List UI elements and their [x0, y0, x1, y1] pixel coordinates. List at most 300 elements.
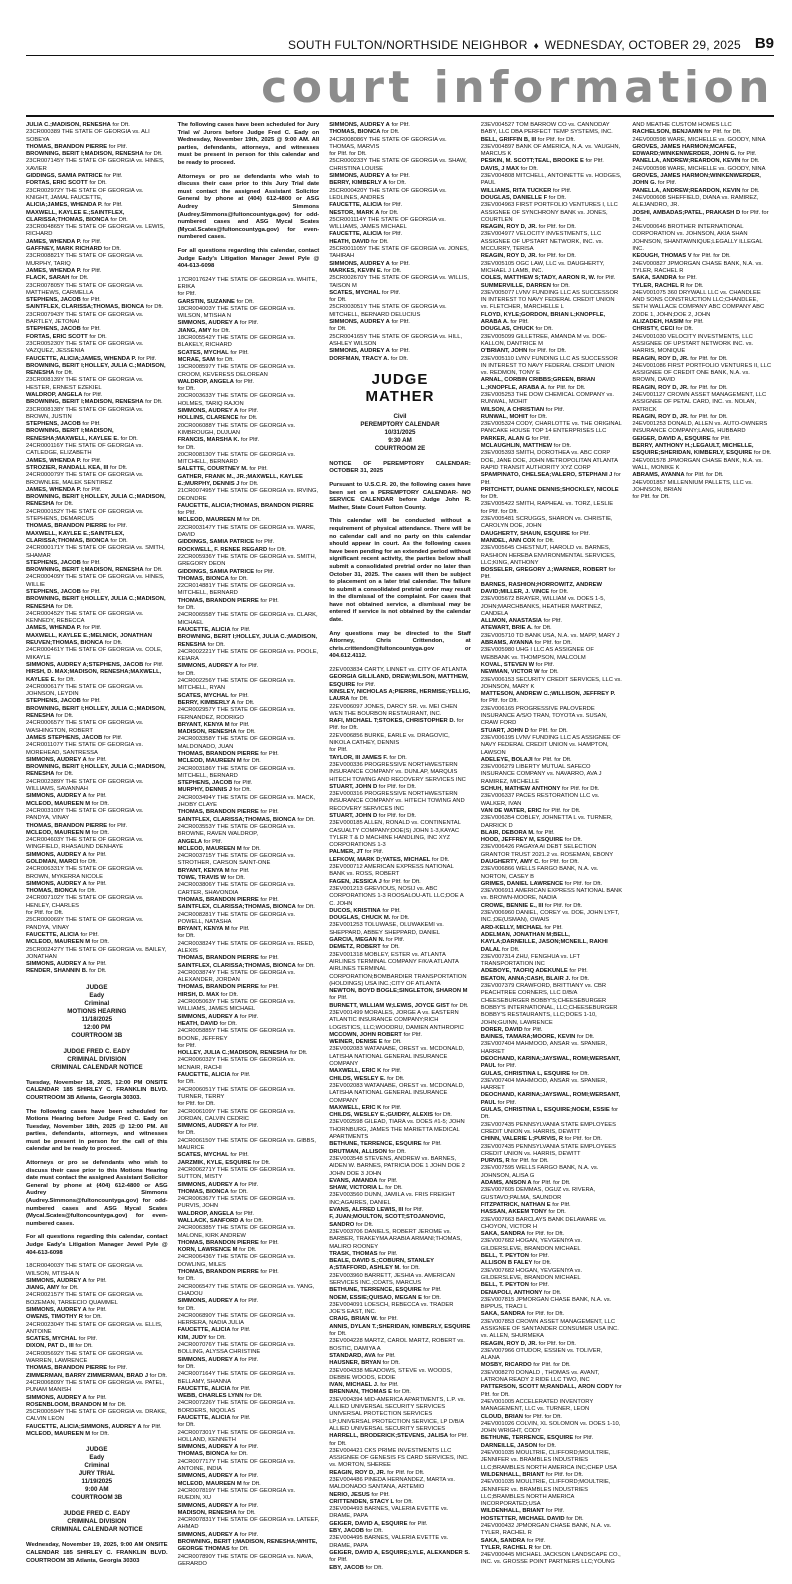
case-text: for Pltf. [177, 510, 196, 517]
case-text: for Dft. [108, 216, 128, 223]
case-text: 23CR004865Y THE STATE OF GEORGIA vs. LEWIS, RICHARD [26, 224, 165, 238]
case-entry [178, 1473, 320, 1480]
case-text: for Dft. [205, 641, 225, 648]
case-text: for Pltf. [407, 1520, 428, 1527]
case-entry [26, 151, 168, 158]
case-text: for Pltf. [496, 1099, 517, 1106]
notice-paragraph: The following cases have been scheduled for Motions Hearing before Judge Fred C. Eady on Tuesday, November 18th, 2025 @ 12:00 PM. All parties, defendants, attorneys, and witnesses must be present in person for the call of this calendar and be ready to proceed. [26, 1108, 168, 1153]
case-text: for Pltf. [258, 984, 279, 991]
case-entry [481, 1260, 623, 1267]
notice-paragraph: Any questions may be directed to the Staff Attorney, Chris Crittendon, at chris.crittendon@fultoncountyga.gov or 404.612.4112. [329, 630, 471, 660]
party-names: ADELEYE, BOLAJI [480, 756, 533, 763]
case-text: 24CR005063Y THE STATE OF GEORGIA vs. WILLIAMS, JAMES MICHAEL [177, 999, 296, 1013]
case-entry [481, 1341, 623, 1348]
party-names: THOMAS, BRANDON PIERRE [177, 597, 259, 604]
case-entry [26, 837, 168, 852]
party-names: DOUGLAS, CHUCK M. [329, 915, 391, 922]
party-names: MCLEOD, MAUREEN M [177, 758, 242, 765]
case-text: for Pltf. [258, 809, 279, 816]
case-text: for Pltf. for Dft. [480, 508, 519, 515]
case-text: for Pltf. [389, 319, 410, 326]
case-entry [178, 1218, 320, 1225]
party-names: BROWNING, BERIT I;HOLLEY, JULIA C.;MADISON, RENESHA [26, 596, 166, 610]
party-names: STROZIER, RANDALL KEA, III [26, 464, 109, 471]
case-text: for Dft. [295, 816, 315, 823]
case-entry [26, 633, 168, 648]
case-text: for Pltf. for Dft. [509, 1158, 549, 1165]
party-names: FAUCETTE, ALICIA [329, 202, 383, 209]
party-names: THOMAS, BRANDON PIERRE [177, 955, 259, 962]
case-text: 24CR005692Y THE STATE OF GEORGIA vs. WARREN, LAWRENCE [26, 1350, 144, 1365]
case-entry [178, 320, 320, 327]
case-text: 20CR006088Y THE STATE OF GEORGIA vs. KIMBROUGH, DUJUAN [177, 422, 296, 436]
case-entry [481, 677, 623, 692]
party-names: WILDENHALL, BRIANT [480, 1471, 545, 1478]
case-text: for Dft. [54, 603, 74, 610]
case-entry [632, 421, 774, 436]
case-text: 25CR000420Y THE STATE OF GEORGIA vs. LEDLINES, ANDRES [329, 187, 447, 201]
party-names: ZIMMERMAN, BARRY ZIMMERMAN, BRAD J [26, 1372, 149, 1379]
party-names: PRITCHETT, DUANE DENNIS;SHOCKLEY, NICOLE [480, 486, 619, 493]
case-entry [632, 356, 774, 363]
case-text: 23EV007435 PENNSYLVANIA STATE EMPLOYEES CREDIT UNION vs. HARRIS, DEWITT [480, 1143, 616, 1157]
case-entry [481, 348, 623, 355]
party-names: CRITTENDEN, STACY L [329, 1498, 395, 1505]
case-entry [481, 1078, 623, 1093]
party-names: KINSLEY, NICHOLAS A;PIERRE, HERMISE;YELLIG, LAURA [329, 688, 471, 703]
calendar-heading [329, 413, 471, 453]
case-text: for Dft. [740, 158, 760, 165]
case-text: 24CR000461Y THE STATE OF GEORGIA vs. COLE, MIKAYLE [26, 647, 163, 661]
case-text: for Dft. [329, 1331, 347, 1338]
party-names: REAGIN, ROY D, JR. [480, 224, 538, 231]
page-number: B9 [754, 35, 774, 52]
case-entry [481, 1421, 623, 1436]
case-text: for Dft. [143, 399, 163, 406]
party-names: GATHER, FRANK M., JR.;MAXWELL, KAYLEE E.;MURPHY, DENNIS J [177, 473, 303, 487]
case-text: 23EV007595 WELLS FARGO BANK, N.A. vs. JOHNSON, ALISA G [480, 1165, 599, 1179]
case-entry [178, 379, 320, 386]
party-names: CLOUD, BRIAN [480, 1413, 523, 1420]
party-names: THOMAS, BRANDON PIERRE [177, 1269, 259, 1276]
case-text: 25CR000069Y THE STATE OF GEORGIA vs. PANDYA, VINAY [26, 917, 144, 931]
case-entry [178, 736, 320, 751]
party-names: EBY, JACOB [329, 1528, 364, 1535]
case-text: 18CR004003Y THE STATE OF GEORGIA vs. WILSON, MTISHA N [177, 305, 296, 320]
party-names: CHRISTY, CECI [632, 326, 675, 333]
case-entry [329, 1338, 471, 1353]
party-names: MAXWELL, ERIC K [329, 1104, 382, 1111]
case-entry [329, 180, 471, 187]
party-names: STUART, JOHN D [329, 783, 378, 790]
case-entry [26, 1336, 168, 1343]
case-text: for Pltf. for Dft. [702, 129, 742, 136]
party-names: WALDROP, ANGELA [177, 378, 234, 385]
case-text: for Dft. [383, 1185, 403, 1192]
party-names: MAXWELL, KAYLEE E.;MELNICK, JONATHAN REUVEN;THOMAS, BIONCA [26, 632, 152, 647]
party-names: DORFMAN, TRACY A. [329, 355, 390, 362]
calendar-heading-line: 9:30 AM [388, 436, 412, 444]
party-names: JOSHI, AMBADAS;PATEL, PRAKASH D [632, 209, 741, 216]
case-entry [632, 261, 774, 276]
case-entry [26, 443, 168, 458]
party-names: CROWE, BENNIE E., III [480, 902, 544, 909]
case-text: 24EV001035 MOULTRIE, CLIFFORD;MOULTRIE, JENNIFER vs. BRAMBLES INDUSTRIES LLC;BRAMBLES NORTH AMERICA INC;CHEP USA [480, 1450, 617, 1471]
calendar-heading-line: COURTROOM 3B [71, 1031, 123, 1039]
case-entry [481, 1238, 623, 1253]
case-text: for Pltf. for Dft. [688, 413, 728, 420]
case-text: for Pltf. [378, 1382, 399, 1389]
case-entry [329, 1368, 471, 1383]
case-entry [329, 1535, 471, 1550]
case-text: 24CR006385Y THE STATE OF GEORGIA vs. MALONE, KIRK ANDREW [177, 1225, 296, 1239]
case-entry [329, 704, 471, 719]
case-entry [178, 554, 320, 569]
case-entry [178, 912, 320, 927]
case-text: 23EV008270 DONALD , THOMAS vs. AVANT, LATRONA READY 2 RIDE LLC TWO, INC [480, 1369, 600, 1384]
case-entry [329, 1119, 471, 1141]
case-text: 24CR003715Y THE STATE OF GEORGIA vs. STROTHER, CARSON SAINT-ONE [177, 853, 296, 867]
case-text: 23EV006153 SECURITY CREDIT SERVICES, LLC vs. JOHNSON, MARY K [480, 676, 622, 690]
case-text: for Pltf. [238, 320, 259, 327]
case-text: 24CR000452Y THE STATE OF GEORGIA vs. KENNEDY, REBECCA [26, 610, 144, 625]
case-entry [329, 297, 471, 304]
case-entry [329, 1565, 471, 1572]
case-entry [26, 239, 168, 246]
case-text: for Pltf. [238, 408, 259, 415]
party-names: SIMMONS, AUDREY A [26, 793, 87, 800]
case-text: 23EV004897 BANK OF AMERICA, N.A. vs. VAUGHN, MARCUS K [480, 143, 621, 158]
case-text: for Pltf. [382, 231, 403, 238]
case-entry [329, 151, 471, 158]
case-entry [481, 1268, 623, 1283]
case-text: 24CR008281Y THE STATE OF GEORGIA vs. POWELL, NATASHA [177, 911, 296, 925]
case-text: for Pltf. for Dft. [532, 640, 572, 647]
case-text: 24EV000598 WARE, MICHELLE vs. GOODY, NINA [632, 136, 766, 143]
case-entry [178, 780, 320, 787]
case-entry [178, 868, 320, 875]
party-names: THOMAS, BRANDON PIERRE [26, 523, 108, 530]
case-text: for Pltf. [389, 348, 410, 355]
case-entry [26, 304, 168, 311]
case-entry [481, 633, 623, 640]
party-names: FITZPATRICK, NATHAN E [480, 1201, 551, 1208]
case-text: for Pltf. [544, 406, 565, 413]
case-entry [26, 1402, 168, 1409]
party-names: SIMMONS, AUDREY A [329, 348, 390, 355]
case-entry [329, 137, 471, 152]
case-text: for Dft. [528, 413, 548, 420]
case-text: for Pltf. [230, 1072, 251, 1079]
party-names: SAINTFLEX, CLARISSA;THOMAS, BIONCA [177, 816, 296, 823]
party-names: SAKA, SANDRA [480, 1311, 526, 1318]
case-entry [178, 1357, 320, 1364]
case-entry [26, 859, 168, 866]
case-text: for Dft. [532, 1544, 552, 1551]
case-text: for Pltf. [238, 1531, 259, 1538]
case-entry [178, 306, 320, 321]
case-text: 24CR007717Y THE STATE OF GEORGIA vs. ANTOINE, INDIA [177, 1458, 296, 1473]
case-text: 24CR003553Y THE STATE OF GEORGIA vs. BROWNE, RAVEN WALDROP, [177, 823, 296, 838]
case-entry [178, 1072, 320, 1079]
case-entry [329, 122, 471, 129]
party-names: MAXWELL, KAYLEE E.;SAINTFLEX, CLARISSA;THOMAS, BIONCA [26, 530, 125, 544]
case-entry [26, 1380, 168, 1395]
case-text: 23EV007404 MAHMOOD, ANSAR vs. SPANIER, HARRET [480, 1041, 607, 1055]
case-text: for Dft. [243, 1393, 263, 1400]
party-names: SIMMONS, AUDREY A [177, 1502, 239, 1509]
party-names: SIMMONS, AUDREY A [177, 663, 239, 670]
case-text: for Pltf. [534, 829, 555, 836]
case-entry [26, 720, 168, 735]
case-entry [481, 1435, 623, 1442]
case-text: for Pltf. for Dft. [632, 209, 769, 223]
case-entry [178, 1130, 320, 1137]
case-text: 25CR002670Y THE STATE OF GEORGIA vs. WILLIS, TAISON M [329, 275, 469, 289]
calendar-heading [26, 1048, 168, 1072]
case-text: 23CR008138Y THE STATE OF GEORGIA vs. BROWN, JUSTIN [26, 406, 144, 420]
case-entry [178, 466, 320, 473]
case-text: for Pltf. for Dft. [688, 355, 728, 362]
case-entry [481, 954, 623, 969]
case-text: for Dft. [500, 946, 520, 953]
calendar-heading-line: CRIMINAL DIVISION [67, 1055, 127, 1063]
case-text: for Dft. [386, 1148, 406, 1155]
case-entry [178, 335, 320, 350]
case-entry [26, 698, 168, 705]
party-names: BELL, GRIFFIN B, III [480, 136, 537, 143]
case-text: 25CR004165Y THE STATE OF GEORGIA vs. HILL, ASHLEY WILSON [329, 333, 463, 347]
case-text: 24CR000657Y THE STATE OF GEORGIA vs. WASHINGTON, ROBERT [26, 720, 144, 734]
case-text: for Pltf. [377, 1316, 398, 1323]
party-names: TYLER, RACHEL R [632, 282, 685, 289]
case-text: for Dft. [570, 975, 590, 982]
party-names: THOMAS, BRANDON PIERRE [26, 143, 108, 150]
case-text: for Pltf. for Dft. [329, 718, 464, 732]
case-text: 23EV004493 BARNES, VALERIA EVETTE vs. DRAME, PAPA [329, 1506, 449, 1520]
case-text: for Pltf. [229, 721, 250, 728]
case-text: 24CR007890Y THE STATE OF GEORGIA vs. NAVA, GERARDO [177, 1553, 314, 1567]
case-entry [178, 839, 320, 846]
case-text: for Pltf. [380, 907, 401, 914]
party-names: STEPHENS, JACOB [26, 589, 81, 595]
case-text: 22EV006097 JONES, DARCY SR. vs. MEI CHEN WEN THE BOURBON RESTAURANT, INC. [329, 703, 458, 717]
case-text: for Pltf. [238, 1444, 259, 1451]
case-text: for Dft. [295, 904, 315, 911]
case-text: 23EV006354 COBLEY, JOHNETTA L vs. TURNER, DARRICK D [480, 815, 613, 829]
case-text: 23EV007314 ZHU, FENGHUA vs. LFT TRANSPORTATION INC [480, 953, 580, 968]
case-text: 24CR006558Y THE STATE OF GEORGIA vs. CLARK, MICHAEL [177, 612, 318, 626]
case-entry [632, 275, 774, 282]
party-names: FLACK, SARAH [26, 275, 70, 282]
case-text: for Pltf. [329, 747, 348, 754]
case-entry [26, 706, 168, 721]
party-names: SIMMONS, AUDREY A [329, 260, 390, 267]
case-text: 23EV004808 MITCHELL, ANTOINETTE vs. HODGES, PAUL [480, 173, 622, 187]
party-names: SIMMONS, AUDREY A [329, 173, 390, 180]
case-entry [481, 815, 623, 830]
case-text: 23CR007145Y THE STATE OF GEORGIA vs. HINES, XAVIER [26, 158, 165, 172]
case-entry [481, 786, 623, 793]
masthead [26, 30, 774, 56]
case-entry [329, 1477, 471, 1492]
case-entry [26, 852, 168, 859]
case-entry [178, 445, 320, 452]
calendar-heading-line: Eady [89, 991, 105, 999]
party-names: SIMMONS, AUDREY A [26, 961, 87, 968]
party-names: GIDDINGS, SAMIA PATRICE [177, 568, 255, 575]
case-text: for Dft. [229, 1546, 249, 1553]
party-names: BAINES, TAMARA;MOORE, KEVIN [480, 1034, 576, 1041]
case-entry [329, 689, 471, 704]
party-names: NEWMAN, VICTOR W [480, 669, 540, 676]
party-names: KEOUGH, THOMAS V [632, 253, 692, 260]
notice-paragraph: Tuesday, November 18, 2025, 12:00 PM ONSITE CALENDAR 185 SHIRLEY C. FRANKLIN BLVD. COURTROOM 3B Atlanta, Georgia 30303. [26, 1079, 168, 1101]
case-entry [178, 795, 320, 810]
case-entry [178, 1079, 320, 1086]
party-names: SAINTFLEX, CLARISSA;THOMAS, BIONCA [26, 304, 145, 311]
case-entry [329, 915, 471, 922]
calendar-heading-line: JUDGE [371, 370, 429, 388]
case-entry [481, 866, 623, 881]
case-entry [26, 1431, 168, 1438]
case-entry [26, 1307, 168, 1314]
case-entry [329, 1178, 471, 1185]
party-names: GULAS, CHRISTINA L, ESQUIRE;NOEM, ESSIE [480, 1107, 610, 1114]
case-text: for Pltf. for Dft. [385, 1469, 425, 1476]
case-entry [178, 474, 320, 489]
case-text: for Dft. [177, 1276, 195, 1283]
case-entry [178, 291, 320, 298]
case-entry [632, 173, 774, 188]
case-text: for Pltf. [107, 523, 128, 530]
case-entry [329, 210, 471, 217]
case-text: 22EV006856 BURKE, EARLE vs. DRAGOVIC, NIKOLA CATHEY, DENNIS [329, 732, 450, 747]
party-names: ABRAMS, AYANNA [480, 640, 533, 647]
case-entry [26, 881, 168, 888]
party-names: FAUCETTE, ALICIA;JAMES, WHENDA P. [26, 355, 137, 362]
case-entry [329, 290, 471, 297]
party-names: DORER, DAVID [480, 1026, 523, 1033]
case-text: 23EV006279 LIBERTY MUTUAL SAFECO INSURANCE COMPANY vs. NAVARRO, AVA J RAMIREZ, MICHELLE [480, 764, 602, 785]
case-text: for Pltf. for Dft. [546, 384, 586, 391]
case-text: for Dft. [329, 297, 347, 304]
case-text: for Dft. [363, 1528, 383, 1535]
party-names: THOMAS, BRANDON PIERRE [26, 822, 108, 829]
case-entry [329, 944, 471, 951]
case-entry [632, 392, 774, 414]
case-text: for Pltf. [81, 625, 102, 632]
case-entry [481, 1034, 623, 1041]
case-text: 24EV000827 JPMORGAN CHASE BANK, N.A. vs. TYLER, RACHEL R [632, 260, 763, 274]
case-entry [178, 999, 320, 1014]
case-entry [26, 830, 168, 837]
case-text: for Pltf. [683, 319, 704, 326]
party-names: BELL, T. PEYTON [480, 1253, 529, 1260]
case-text: for Pltf. [542, 924, 563, 931]
case-text: for Dft. [550, 282, 570, 289]
case-text: for Dft. [177, 605, 195, 612]
case-text: 23EV001499 MORALES, JORGE A vs. EASTERN ATLANTIC INSURANCE COMPANY;RICH LOGISTICS, LLC;WOODRU, DAMIEN ANTHROPIC [329, 1010, 464, 1031]
case-entry [329, 1032, 471, 1039]
party-names: SIMMONS, AUDREY A [26, 880, 87, 887]
case-entry [26, 1395, 168, 1402]
case-entry [329, 348, 471, 355]
case-entry [26, 684, 168, 699]
calendar-heading-line: JUDGE [86, 983, 108, 991]
case-entry [481, 166, 623, 173]
case-text: for Pltf. [525, 1537, 546, 1544]
case-entry [481, 859, 623, 866]
party-names: DEOCHAND, KARINA;JAYSWAL, ROMI;WERSANT, PAUL [480, 1056, 621, 1070]
party-names: IVAN, MICHAEL J. [329, 1382, 379, 1389]
party-names: SIMMONS, AUDREY A [177, 1473, 239, 1480]
party-names: SCATES, MYCHAL [177, 692, 229, 699]
party-names: JAMES, WHENDA P. [26, 625, 82, 632]
case-text: for Pltf. [329, 995, 348, 1002]
case-text: 24CR006367Y THE STATE OF GEORGIA vs. PURVIS, JOHN [177, 1196, 296, 1210]
case-text: for Pltf. [551, 187, 572, 194]
case-text: 24CR000409Y THE STATE OF GEORGIA vs. HINES, WILLIE [26, 574, 165, 588]
case-entry [178, 488, 320, 503]
party-names: F, JUAN;MOULTON, SCOTT;STOJANOVIC, SANDRO [329, 1214, 446, 1228]
case-entry [481, 910, 623, 925]
party-names: SUMMERVILLE, DARREN [480, 282, 551, 289]
case-entry [178, 707, 320, 722]
case-text: for Dft. [244, 1217, 264, 1224]
case-text: 24CR007301Y THE STATE OF GEORGIA vs. HOLLAND, KENNETH [177, 1429, 296, 1443]
case-text: 22EV003834 CARTY, LINNET vs. CITY OF ATLANTA [329, 667, 467, 674]
case-text: for Pltf. [377, 1177, 398, 1184]
case-text: for Pltf. for Dft. [560, 786, 600, 793]
party-names: GAFFNEY, MARK RICHARD [26, 246, 103, 253]
case-entry [481, 545, 623, 567]
case-entry [481, 1092, 623, 1107]
case-entry [178, 758, 320, 765]
case-text: 24CR006051Y THE STATE OF GEORGIA vs. TURNER, TERRY [177, 1086, 296, 1100]
case-entry [178, 1160, 320, 1167]
case-entry [178, 1284, 320, 1299]
case-text: 24CR006547Y THE STATE OF GEORGIA vs. YANG, CHADOU [177, 1283, 315, 1297]
party-names: ANGELA [177, 838, 203, 845]
case-entry [26, 662, 168, 669]
calendar-heading-line: JUDGE [86, 1446, 108, 1454]
case-text: 17CR017624Y THE STATE OF GEORGIA vs. WHITE, ERIKA [177, 276, 317, 290]
case-text: for Pltf. [676, 275, 697, 282]
case-entry [178, 277, 320, 292]
party-names: BROWNING, BERIT I;HOLLEY, JULIA C.;MADISON, RENESHA [26, 362, 166, 377]
case-text: for Pltf. [377, 1250, 398, 1257]
case-entry [329, 1360, 471, 1367]
case-entry [329, 1521, 471, 1528]
case-text: 24CR007164Y THE STATE OF GEORGIA vs. BELLAMY, SHANNA [177, 1371, 296, 1385]
case-entry [178, 1211, 320, 1218]
case-text: for Pltf. [80, 297, 101, 304]
case-text: 23CR002972Y THE STATE OF GEORGIA vs. KNIGHT, JAMAL FAUCETTE, [26, 187, 144, 201]
party-names: DRUTMAN, ALLISON [329, 1148, 387, 1155]
party-names: FAUCETTE, ALICIA [177, 1072, 231, 1079]
party-names: PARKER, ALAN G [480, 435, 531, 442]
case-entry [26, 961, 168, 968]
party-names: BRYANT, KENYA M [177, 867, 230, 874]
case-text: for Dft. [228, 1451, 248, 1458]
case-text: 23EV005980 UHG I LLC AS ASSIGNEE OF WEBBANK vs. THOMPSON, MALCOLM [480, 647, 594, 661]
party-names: BETHUNE, TERRENCE, ESQUIRE [329, 1141, 422, 1148]
case-entry [329, 1039, 471, 1046]
case-entry [329, 158, 471, 173]
case-text: for Dft. [143, 567, 163, 574]
party-names: WEINER, DENISE E [329, 1039, 383, 1046]
